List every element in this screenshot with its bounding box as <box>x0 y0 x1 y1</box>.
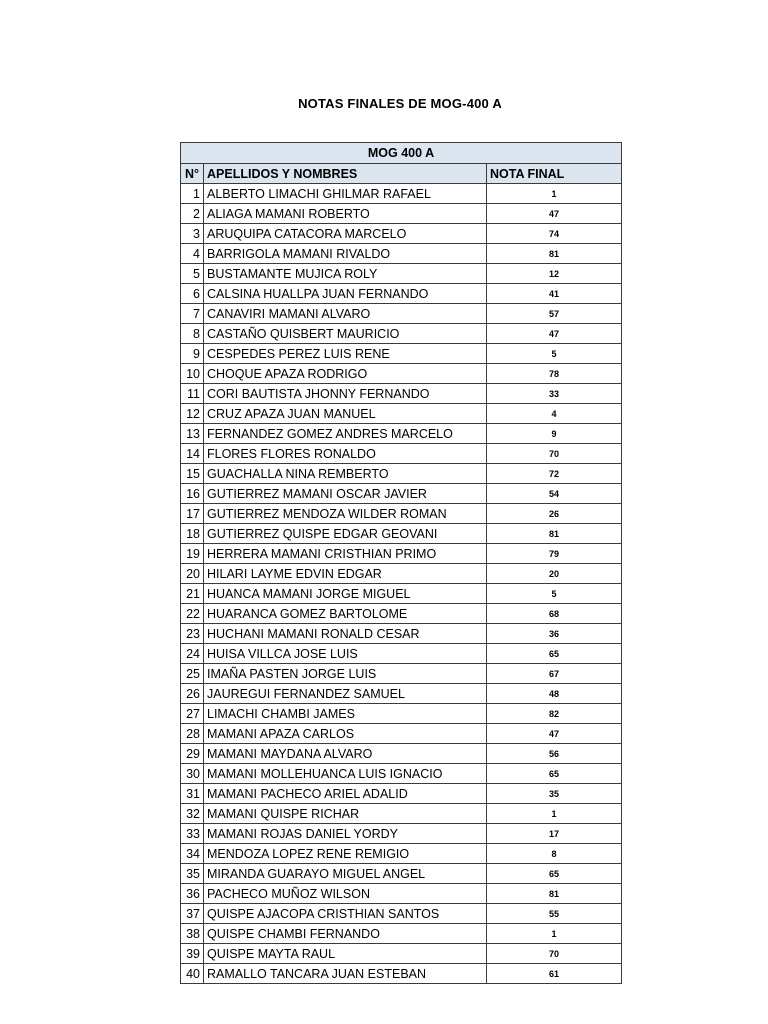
table-row <box>181 224 622 244</box>
final-grade: 55 <box>487 904 622 924</box>
student-name: CALSINA HUALLPA JUAN FERNANDO <box>204 284 487 304</box>
final-grade: 67 <box>487 664 622 684</box>
row-number: 21 <box>181 584 204 604</box>
table-row <box>181 624 622 644</box>
final-grade: 48 <box>487 684 622 704</box>
row-number: 12 <box>181 404 204 424</box>
student-name: IMAÑA PASTEN JORGE LUIS <box>204 664 487 684</box>
table-row <box>181 304 622 324</box>
row-number: 29 <box>181 744 204 764</box>
final-grade: 4 <box>487 404 622 424</box>
final-grade: 82 <box>487 704 622 724</box>
column-header-number: N° <box>181 164 204 184</box>
final-grade: 70 <box>487 944 622 964</box>
table-row <box>181 964 622 984</box>
column-header-row <box>181 164 622 184</box>
final-grade: 26 <box>487 504 622 524</box>
row-number: 6 <box>181 284 204 304</box>
final-grade: 1 <box>487 804 622 824</box>
student-name: LIMACHI CHAMBI JAMES <box>204 704 487 724</box>
column-header-name: APELLIDOS Y NOMBRES <box>204 164 487 184</box>
student-name: CESPEDES PEREZ LUIS RENE <box>204 344 487 364</box>
table-row <box>181 344 622 364</box>
row-number: 24 <box>181 644 204 664</box>
final-grade: 1 <box>487 924 622 944</box>
table-row <box>181 444 622 464</box>
student-name: ALBERTO LIMACHI GHILMAR RAFAEL <box>204 184 487 204</box>
final-grade: 81 <box>487 244 622 264</box>
student-name: BARRIGOLA MAMANI RIVALDO <box>204 244 487 264</box>
table-row <box>181 604 622 624</box>
table-row <box>181 544 622 564</box>
table-row <box>181 524 622 544</box>
row-number: 22 <box>181 604 204 624</box>
final-grade: 47 <box>487 204 622 224</box>
student-name: CHOQUE APAZA RODRIGO <box>204 364 487 384</box>
row-number: 30 <box>181 764 204 784</box>
table-row <box>181 864 622 884</box>
table-body <box>181 184 622 984</box>
student-name: CANAVIRI MAMANI ALVARO <box>204 304 487 324</box>
table-row <box>181 764 622 784</box>
final-grade: 41 <box>487 284 622 304</box>
student-name: MAMANI MOLLEHUANCA LUIS IGNACIO <box>204 764 487 784</box>
row-number: 36 <box>181 884 204 904</box>
table-row <box>181 284 622 304</box>
table-row <box>181 884 622 904</box>
row-number: 3 <box>181 224 204 244</box>
table-row <box>181 184 622 204</box>
row-number: 32 <box>181 804 204 824</box>
final-grade: 65 <box>487 644 622 664</box>
table-row <box>181 824 622 844</box>
final-grade: 61 <box>487 964 622 984</box>
row-number: 5 <box>181 264 204 284</box>
student-name: HUISA VILLCA JOSE LUIS <box>204 644 487 664</box>
row-number: 19 <box>181 544 204 564</box>
row-number: 35 <box>181 864 204 884</box>
table-row <box>181 904 622 924</box>
table-row <box>181 404 622 424</box>
table-row <box>181 244 622 264</box>
table-row <box>181 664 622 684</box>
grades-table <box>180 142 622 984</box>
student-name: GUACHALLA NINA REMBERTO <box>204 464 487 484</box>
row-number: 31 <box>181 784 204 804</box>
table-row <box>181 384 622 404</box>
final-grade: 81 <box>487 884 622 904</box>
student-name: ALIAGA MAMANI ROBERTO <box>204 204 487 224</box>
final-grade: 5 <box>487 344 622 364</box>
student-name: MAMANI MAYDANA ALVARO <box>204 744 487 764</box>
student-name: PACHECO MUÑOZ WILSON <box>204 884 487 904</box>
student-name: JAUREGUI FERNANDEZ SAMUEL <box>204 684 487 704</box>
table-row <box>181 324 622 344</box>
row-number: 15 <box>181 464 204 484</box>
final-grade: 81 <box>487 524 622 544</box>
student-name: QUISPE MAYTA RAUL <box>204 944 487 964</box>
student-name: MENDOZA LOPEZ RENE REMIGIO <box>204 844 487 864</box>
final-grade: 5 <box>487 584 622 604</box>
student-name: HERRERA MAMANI CRISTHIAN PRIMO <box>204 544 487 564</box>
student-name: BUSTAMANTE MUJICA ROLY <box>204 264 487 284</box>
final-grade: 47 <box>487 324 622 344</box>
student-name: CRUZ APAZA JUAN MANUEL <box>204 404 487 424</box>
final-grade: 57 <box>487 304 622 324</box>
final-grade: 65 <box>487 864 622 884</box>
student-name: HUCHANI MAMANI RONALD CESAR <box>204 624 487 644</box>
table-row <box>181 744 622 764</box>
group-header-row <box>181 143 622 164</box>
table-row <box>181 684 622 704</box>
row-number: 13 <box>181 424 204 444</box>
student-name: ARUQUIPA CATACORA MARCELO <box>204 224 487 244</box>
final-grade: 9 <box>487 424 622 444</box>
final-grade: 70 <box>487 444 622 464</box>
final-grade: 78 <box>487 364 622 384</box>
final-grade: 20 <box>487 564 622 584</box>
row-number: 7 <box>181 304 204 324</box>
student-name: GUTIERREZ QUISPE EDGAR GEOVANI <box>204 524 487 544</box>
final-grade: 47 <box>487 724 622 744</box>
final-grade: 1 <box>487 184 622 204</box>
student-name: FERNANDEZ GOMEZ ANDRES MARCELO <box>204 424 487 444</box>
row-number: 23 <box>181 624 204 644</box>
row-number: 20 <box>181 564 204 584</box>
final-grade: 12 <box>487 264 622 284</box>
table-row <box>181 644 622 664</box>
table-row <box>181 724 622 744</box>
row-number: 8 <box>181 324 204 344</box>
final-grade: 54 <box>487 484 622 504</box>
final-grade: 56 <box>487 744 622 764</box>
row-number: 9 <box>181 344 204 364</box>
row-number: 10 <box>181 364 204 384</box>
student-name: CASTAÑO QUISBERT MAURICIO <box>204 324 487 344</box>
table-row <box>181 584 622 604</box>
student-name: RAMALLO TANCARA JUAN ESTEBAN <box>204 964 487 984</box>
student-name: MIRANDA GUARAYO MIGUEL ANGEL <box>204 864 487 884</box>
table-row <box>181 424 622 444</box>
row-number: 28 <box>181 724 204 744</box>
student-name: MAMANI QUISPE RICHAR <box>204 804 487 824</box>
final-grade: 72 <box>487 464 622 484</box>
student-name: MAMANI PACHECO ARIEL ADALID <box>204 784 487 804</box>
table-row <box>181 464 622 484</box>
student-name: MAMANI APAZA CARLOS <box>204 724 487 744</box>
student-name: HILARI LAYME EDVIN EDGAR <box>204 564 487 584</box>
row-number: 2 <box>181 204 204 224</box>
student-name: GUTIERREZ MENDOZA WILDER ROMAN <box>204 504 487 524</box>
final-grade: 17 <box>487 824 622 844</box>
final-grade: 36 <box>487 624 622 644</box>
row-number: 11 <box>181 384 204 404</box>
final-grade: 68 <box>487 604 622 624</box>
row-number: 34 <box>181 844 204 864</box>
table-row <box>181 924 622 944</box>
table-row <box>181 484 622 504</box>
final-grade: 8 <box>487 844 622 864</box>
row-number: 17 <box>181 504 204 524</box>
table-row <box>181 784 622 804</box>
table-row <box>181 704 622 724</box>
final-grade: 33 <box>487 384 622 404</box>
row-number: 26 <box>181 684 204 704</box>
table-row <box>181 804 622 824</box>
row-number: 37 <box>181 904 204 924</box>
row-number: 39 <box>181 944 204 964</box>
final-grade: 79 <box>487 544 622 564</box>
table-row <box>181 264 622 284</box>
student-name: QUISPE AJACOPA CRISTHIAN SANTOS <box>204 904 487 924</box>
table-row <box>181 364 622 384</box>
student-name: FLORES FLORES RONALDO <box>204 444 487 464</box>
final-grade: 35 <box>487 784 622 804</box>
row-number: 33 <box>181 824 204 844</box>
row-number: 40 <box>181 964 204 984</box>
row-number: 16 <box>181 484 204 504</box>
student-name: MAMANI ROJAS DANIEL YORDY <box>204 824 487 844</box>
final-grade: 65 <box>487 764 622 784</box>
row-number: 38 <box>181 924 204 944</box>
column-header-grade: NOTA FINAL <box>487 164 622 184</box>
student-name: HUARANCA GOMEZ BARTOLOME <box>204 604 487 624</box>
row-number: 27 <box>181 704 204 724</box>
student-name: HUANCA MAMANI JORGE MIGUEL <box>204 584 487 604</box>
group-header: MOG 400 A <box>181 143 622 164</box>
row-number: 14 <box>181 444 204 464</box>
row-number: 1 <box>181 184 204 204</box>
table-row <box>181 204 622 224</box>
table-row <box>181 844 622 864</box>
table-row <box>181 944 622 964</box>
row-number: 18 <box>181 524 204 544</box>
row-number: 4 <box>181 244 204 264</box>
row-number: 25 <box>181 664 204 684</box>
table-row <box>181 504 622 524</box>
student-name: CORI BAUTISTA JHONNY FERNANDO <box>204 384 487 404</box>
student-name: GUTIERREZ MAMANI OSCAR JAVIER <box>204 484 487 504</box>
final-grade: 74 <box>487 224 622 244</box>
page-title: NOTAS FINALES DE MOG-400 A <box>298 96 502 111</box>
table-row <box>181 564 622 584</box>
student-name: QUISPE CHAMBI FERNANDO <box>204 924 487 944</box>
